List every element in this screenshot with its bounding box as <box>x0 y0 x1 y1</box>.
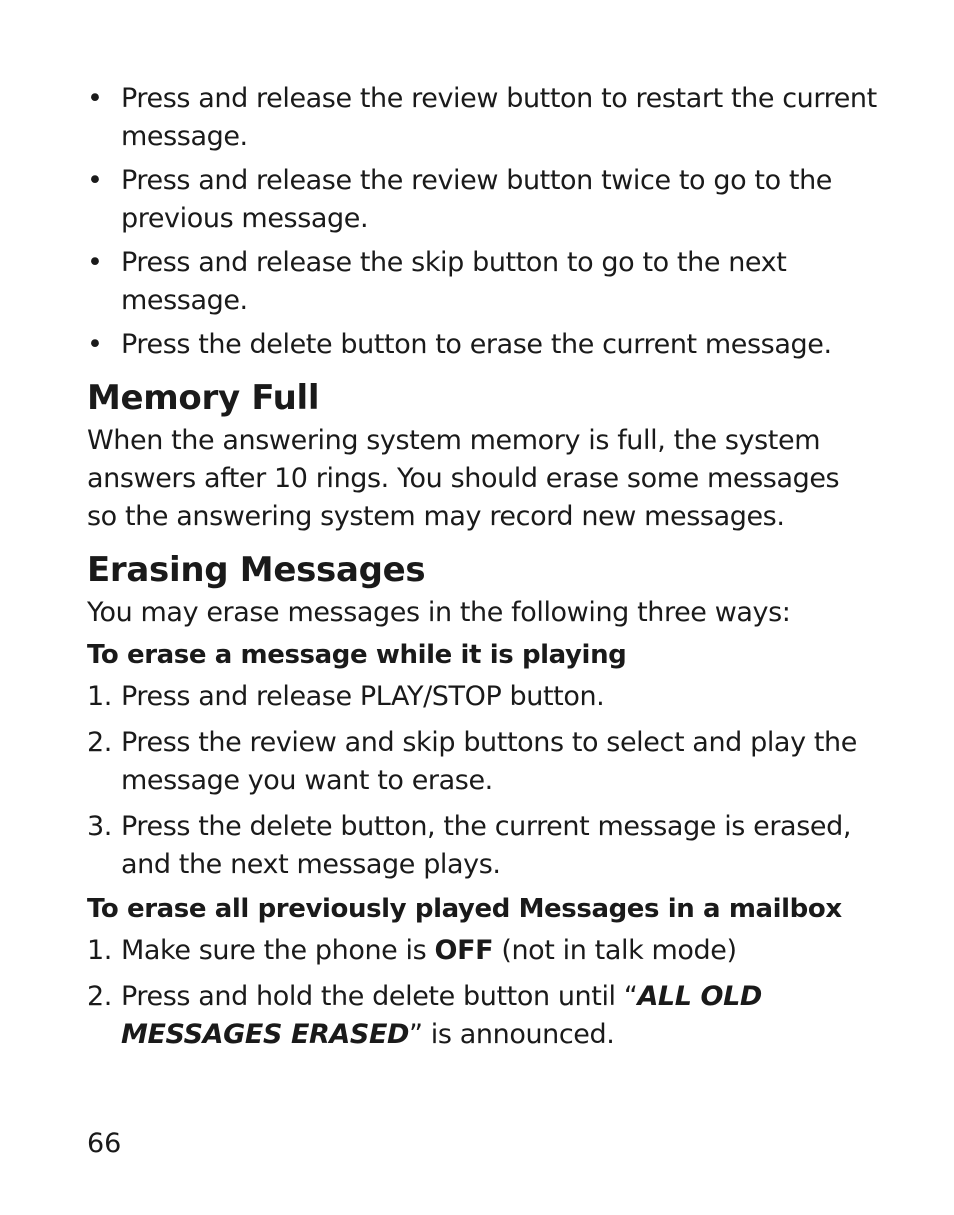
bullet-marker: • <box>87 247 103 278</box>
step-number: 2. <box>87 981 112 1012</box>
bullet-marker: • <box>87 83 103 114</box>
step-number: 2. <box>87 727 112 758</box>
bullet-marker: • <box>87 329 103 360</box>
bullet-text: Press and release the review button twice to go to the previous message. <box>121 165 832 234</box>
step-text: Press the review and skip buttons to select and play the message you want to erase. <box>121 727 857 796</box>
erasing-messages-heading: Erasing Messages <box>87 550 426 590</box>
list-item <box>87 326 877 364</box>
step-text-pre: Make sure the phone is <box>121 935 435 966</box>
manual-page-content <box>87 80 877 1062</box>
list-item <box>87 724 877 800</box>
list-item <box>87 162 877 238</box>
list-item <box>87 80 877 156</box>
list-item <box>87 678 877 716</box>
page-number: 66 <box>87 1128 122 1159</box>
bullet-text: Press the delete button to erase the current message. <box>121 329 832 360</box>
playback-bullet-list <box>87 80 877 364</box>
erase-while-playing-subheading: To erase a message while it is playing <box>87 640 627 670</box>
step-number: 1. <box>87 935 112 966</box>
step-text: Press the delete button, the current message is erased, and the next message plays. <box>121 811 852 880</box>
off-keyword: OFF <box>434 935 494 966</box>
list-item <box>87 244 877 320</box>
memory-full-body: When the answering system memory is full, the system answers after 10 rings. You should erase some messages so the answering system may record new messages. <box>87 425 840 532</box>
step-text-pre: Press and hold the delete button until “ <box>121 981 638 1012</box>
step-text-post: (not in talk mode) <box>493 935 737 966</box>
bullet-text: Press and release the review button to restart the current message. <box>121 83 877 152</box>
list-item <box>87 978 877 1054</box>
erase-all-played-subheading: To erase all previously played Messages in a mailbox <box>87 894 842 924</box>
erasing-intro: You may erase messages in the following three ways: <box>87 597 791 628</box>
step-number: 1. <box>87 681 112 712</box>
memory-full-heading: Memory Full <box>87 378 320 418</box>
announcement-text: ALL OLD MESSAGES ERASED <box>121 981 762 1050</box>
bullet-text: Press and release the skip button to go to the next message. <box>121 247 787 316</box>
list-item <box>87 808 877 884</box>
bullet-marker: • <box>87 165 103 196</box>
step-text-post: ” is announced. <box>409 1019 615 1050</box>
erase-while-playing-steps <box>87 678 877 884</box>
step-text: Press and release PLAY/STOP button. <box>121 681 605 712</box>
step-number: 3. <box>87 811 112 842</box>
erase-all-played-steps <box>87 932 877 1054</box>
list-item <box>87 932 877 970</box>
